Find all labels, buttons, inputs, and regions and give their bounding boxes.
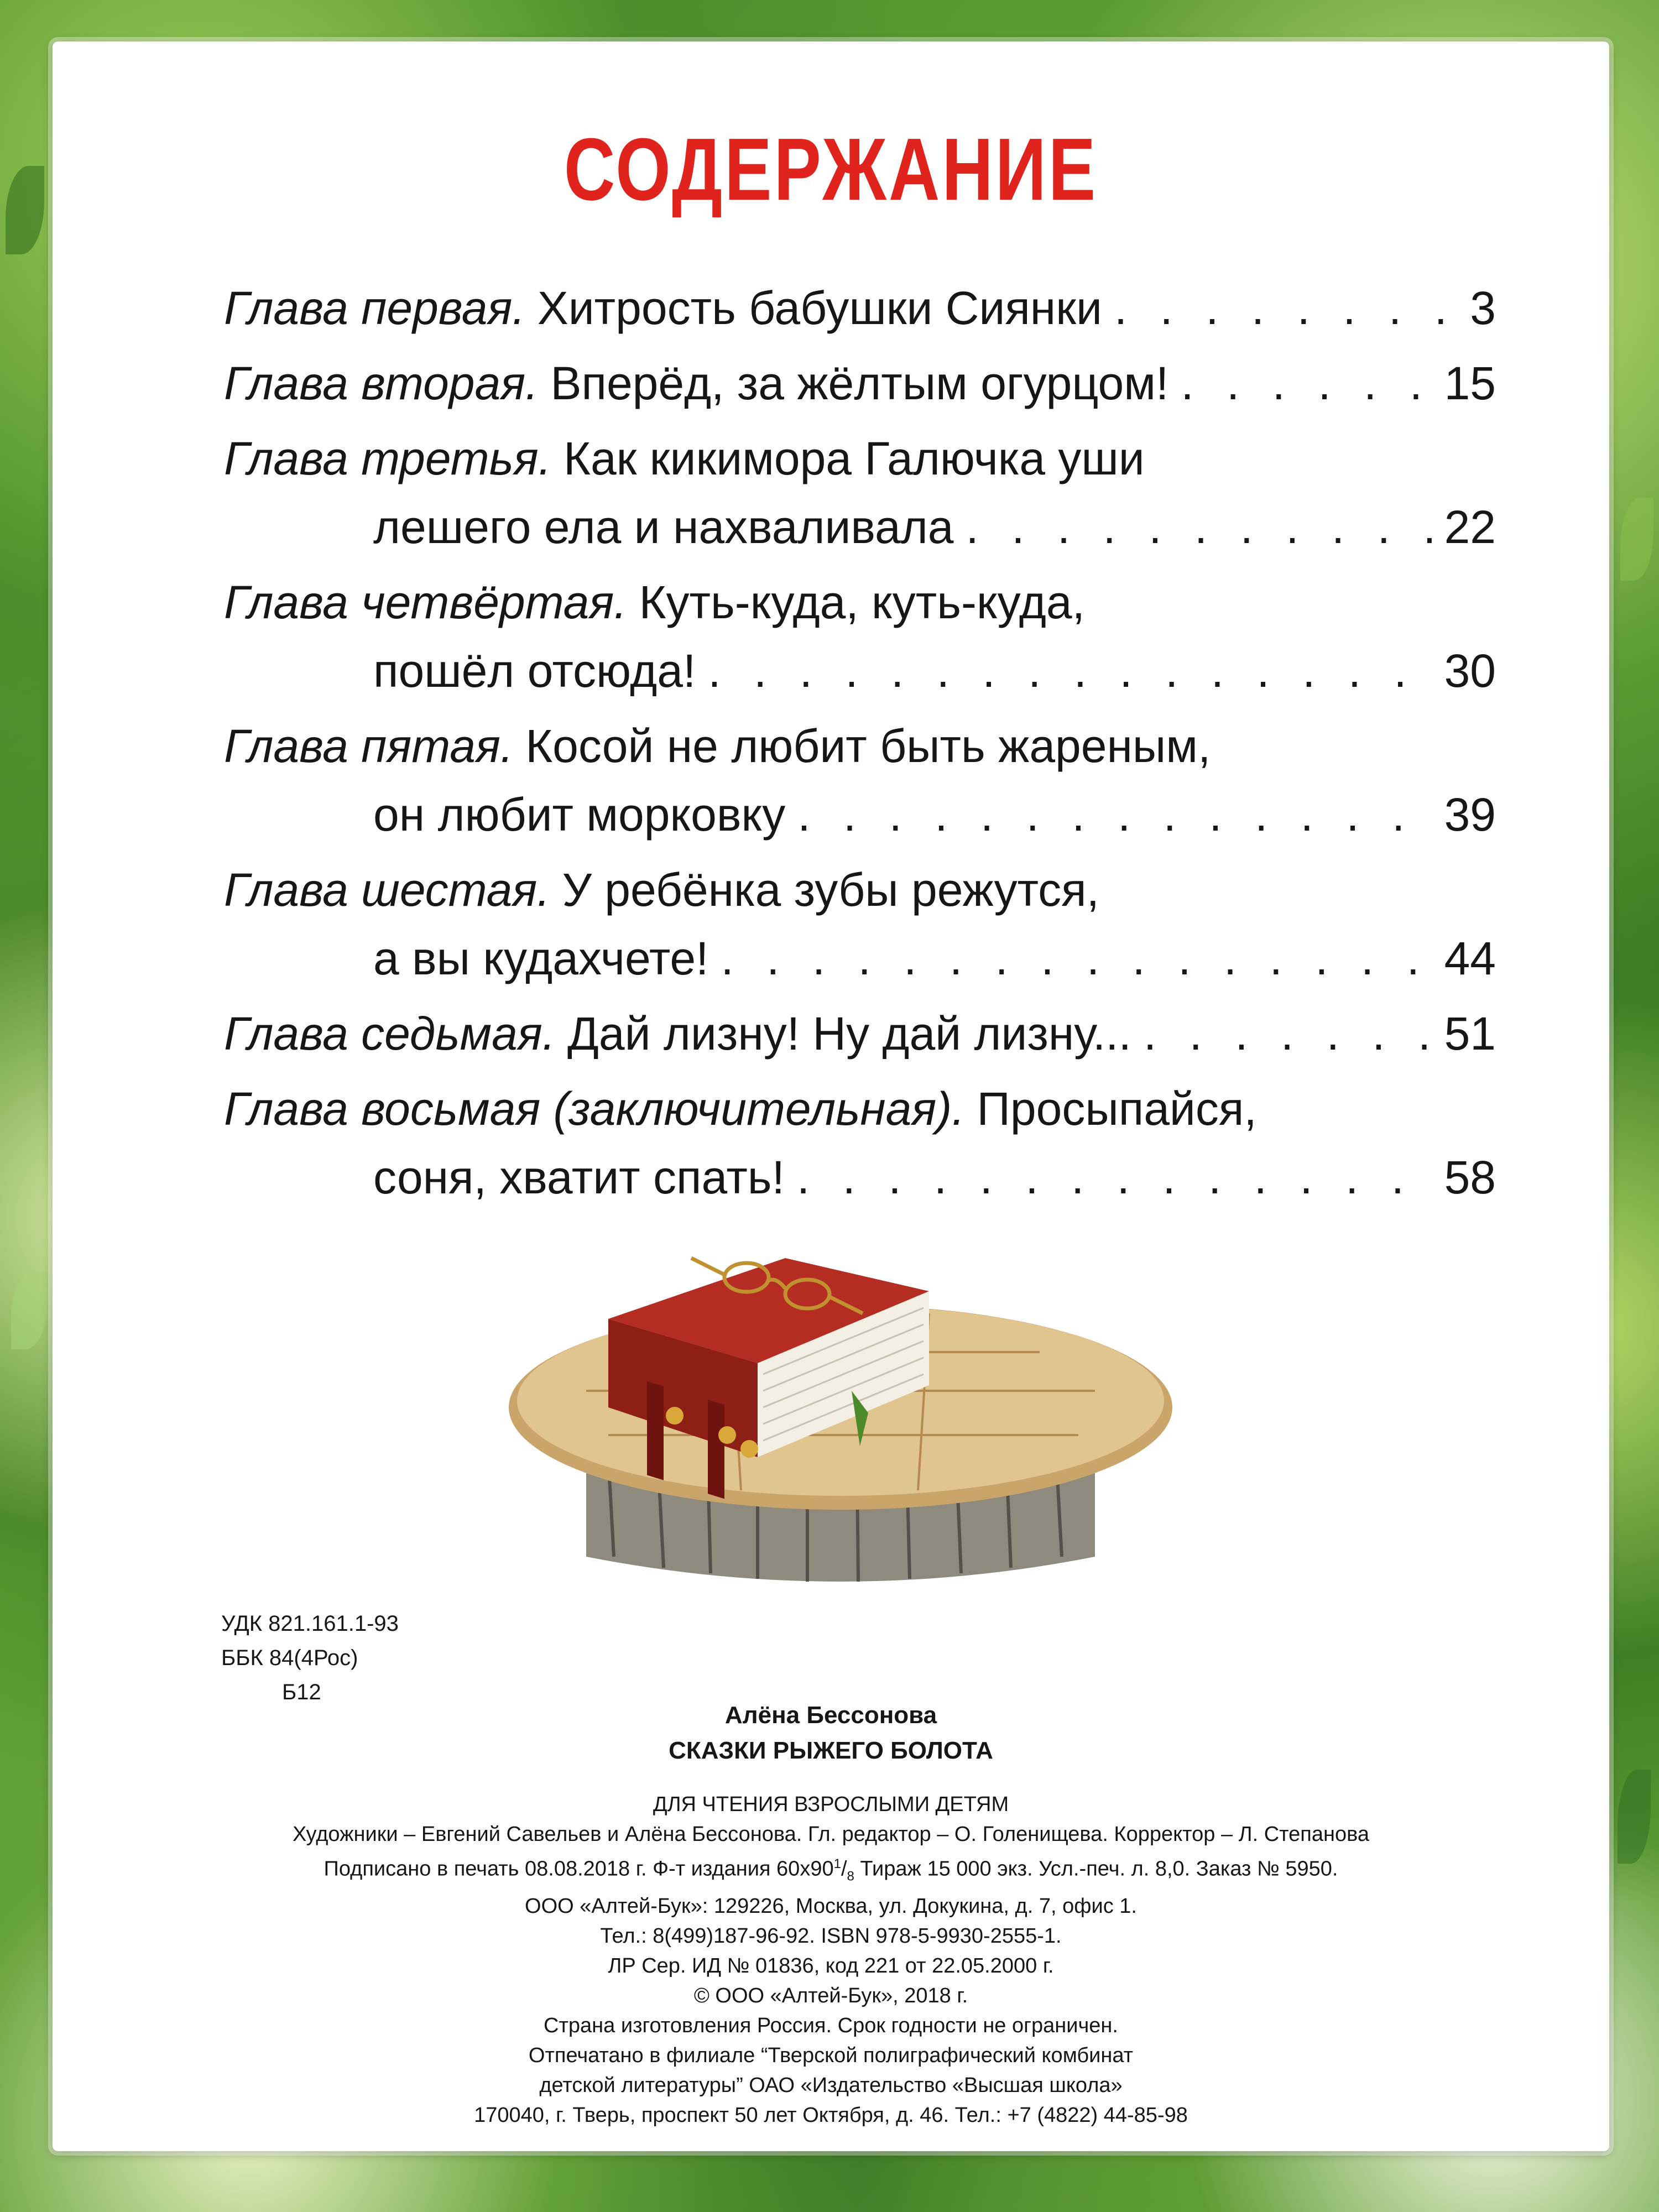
page-number: 44 xyxy=(1444,932,1496,984)
toc-entry xyxy=(224,424,1496,561)
chapter-title: Вперёд, за жёлтым огурцом! xyxy=(550,357,1169,409)
dot-leader xyxy=(1114,274,1458,342)
book-page xyxy=(53,41,1609,2151)
page-number: 58 xyxy=(1444,1151,1496,1203)
chapter-number: Глава третья. xyxy=(224,432,552,484)
chapter-title: У ребёнка зубы режутся, xyxy=(562,864,1099,916)
printer-line-2: детской литературы” ОАО «Издательство «Высшая школа» xyxy=(539,2074,1123,2098)
page-number: 30 xyxy=(1444,645,1496,697)
page-number: 39 xyxy=(1444,789,1496,841)
page-title: СОДЕРЖАНИЕ xyxy=(564,120,1098,220)
toc-line xyxy=(224,637,1496,705)
dot-leader xyxy=(1144,999,1432,1068)
copyright-line: © ООО «Алтей-Бук», 2018 г. xyxy=(693,1984,968,2008)
author-name: Алёна Бессонова xyxy=(724,1702,937,1729)
publisher-address: ООО «Алтей-Бук»: 129226, Москва, ул. Докукина, д. 7, офис 1. xyxy=(525,1895,1137,1918)
dot-leader xyxy=(797,1143,1432,1212)
page-number: 22 xyxy=(1444,501,1496,553)
toc-line xyxy=(224,999,1496,1068)
chapter-title: он любит морковку xyxy=(373,789,786,841)
printer-line-1: Отпечатано в филиале “Тверской полиграфический комбинат xyxy=(528,2044,1134,2068)
license-line: ЛР Сер. ИД № 01836, код 221 от 22.05.2000 г. xyxy=(608,1954,1054,1978)
toc-entry xyxy=(224,568,1496,705)
dot-leader xyxy=(797,780,1432,849)
imprint-block xyxy=(53,1698,1609,2130)
toc-line xyxy=(224,855,1496,924)
chapter-number: Глава первая. xyxy=(224,282,525,334)
chapter-title: пошёл отсюда! xyxy=(373,645,696,697)
toc-entry xyxy=(224,274,1496,342)
author-mark: Б12 xyxy=(282,1680,321,1704)
dot-leader xyxy=(1181,349,1432,418)
toc-line xyxy=(224,1074,1496,1143)
chapter-number: Глава седьмая. xyxy=(224,1008,556,1060)
toc-line xyxy=(224,274,1496,342)
chapter-number: Глава пятая. xyxy=(224,720,514,772)
toc-entry xyxy=(224,999,1496,1068)
toc-line xyxy=(224,1143,1496,1212)
toc-entry xyxy=(224,712,1496,849)
foliage-decoration xyxy=(6,166,44,254)
toc-line xyxy=(224,493,1496,561)
foliage-decoration xyxy=(1620,498,1653,581)
page-number: 3 xyxy=(1470,282,1496,334)
table-of-contents xyxy=(224,274,1496,1218)
toc-line xyxy=(224,780,1496,849)
dot-leader xyxy=(708,637,1432,705)
toc-entry xyxy=(224,349,1496,418)
chapter-number: Глава четвёртая. xyxy=(224,576,627,628)
printer-line-3: 170040, г. Тверь, проспект 50 лет Октября, д. 46. Тел.: +7 (4822) 44-85-98 xyxy=(474,2104,1188,2127)
phone-isbn: Тел.: 8(499)187-96-92. ISBN 978-5-9930-2555-1. xyxy=(600,1924,1062,1948)
classification-codes xyxy=(221,1606,399,1709)
chapter-number: Глава шестая. xyxy=(224,864,550,916)
chapter-title: Хитрость бабушки Сиянки xyxy=(537,282,1102,334)
origin-line: Страна изготовления Россия. Срок годности не ограничен. xyxy=(544,2014,1118,2038)
toc-line xyxy=(224,924,1496,993)
chapter-number: Глава вторая. xyxy=(224,357,539,409)
audience-note: ДЛЯ ЧТЕНИЯ ВЗРОСЛЫМИ ДЕТЯМ xyxy=(653,1793,1009,1816)
page-number: 51 xyxy=(1444,1008,1496,1060)
bbk-code: ББК 84(4Рос) xyxy=(221,1646,358,1670)
toc-line xyxy=(224,424,1496,493)
page-number: 15 xyxy=(1444,357,1496,409)
chapter-title: Куть-куда, куть-куда, xyxy=(639,576,1085,628)
chapter-title: Косой не любит быть жареным, xyxy=(525,720,1211,772)
book-title: СКАЗКИ РЫЖЕГО БОЛОТА xyxy=(669,1737,993,1764)
dot-leader xyxy=(966,493,1432,561)
toc-line xyxy=(224,349,1496,418)
foliage-decoration xyxy=(1618,1770,1651,1864)
print-signed-line: Подписано в печать 08.08.2018 г. Ф-т издания $60х90^1/_8$ Тираж 15 000 экз. Усл.-печ. л. 8,0. Заказ № 5950. xyxy=(324,1856,1338,1884)
udk-code: УДК 821.161.1-93 xyxy=(221,1611,399,1636)
toc-line xyxy=(224,568,1496,637)
chapter-title: лешего ела и нахваливала xyxy=(373,501,954,553)
chapter-title: Просыпайся, xyxy=(977,1083,1257,1135)
chapter-number: Глава восьмая (заключительная). xyxy=(224,1083,965,1135)
toc-entry xyxy=(224,1074,1496,1212)
foliage-decoration xyxy=(11,1272,47,1349)
chapter-title: Как кикимора Галючка уши xyxy=(564,432,1145,484)
chapter-title: Дай лизну! Ну дай лизну... xyxy=(567,1008,1131,1060)
dot-leader xyxy=(721,924,1432,993)
chapter-title: а вы кудахчете! xyxy=(373,932,709,984)
toc-line xyxy=(224,712,1496,780)
book-on-stump-illustration xyxy=(498,1225,1183,1584)
credits-line: Художники – Евгений Савельев и Алёна Бессонова. Гл. редактор – О. Голенищева. Корректор – Л. Степанова xyxy=(293,1823,1369,1846)
toc-entry xyxy=(224,855,1496,993)
chapter-title: соня, хватит спать! xyxy=(373,1151,785,1203)
